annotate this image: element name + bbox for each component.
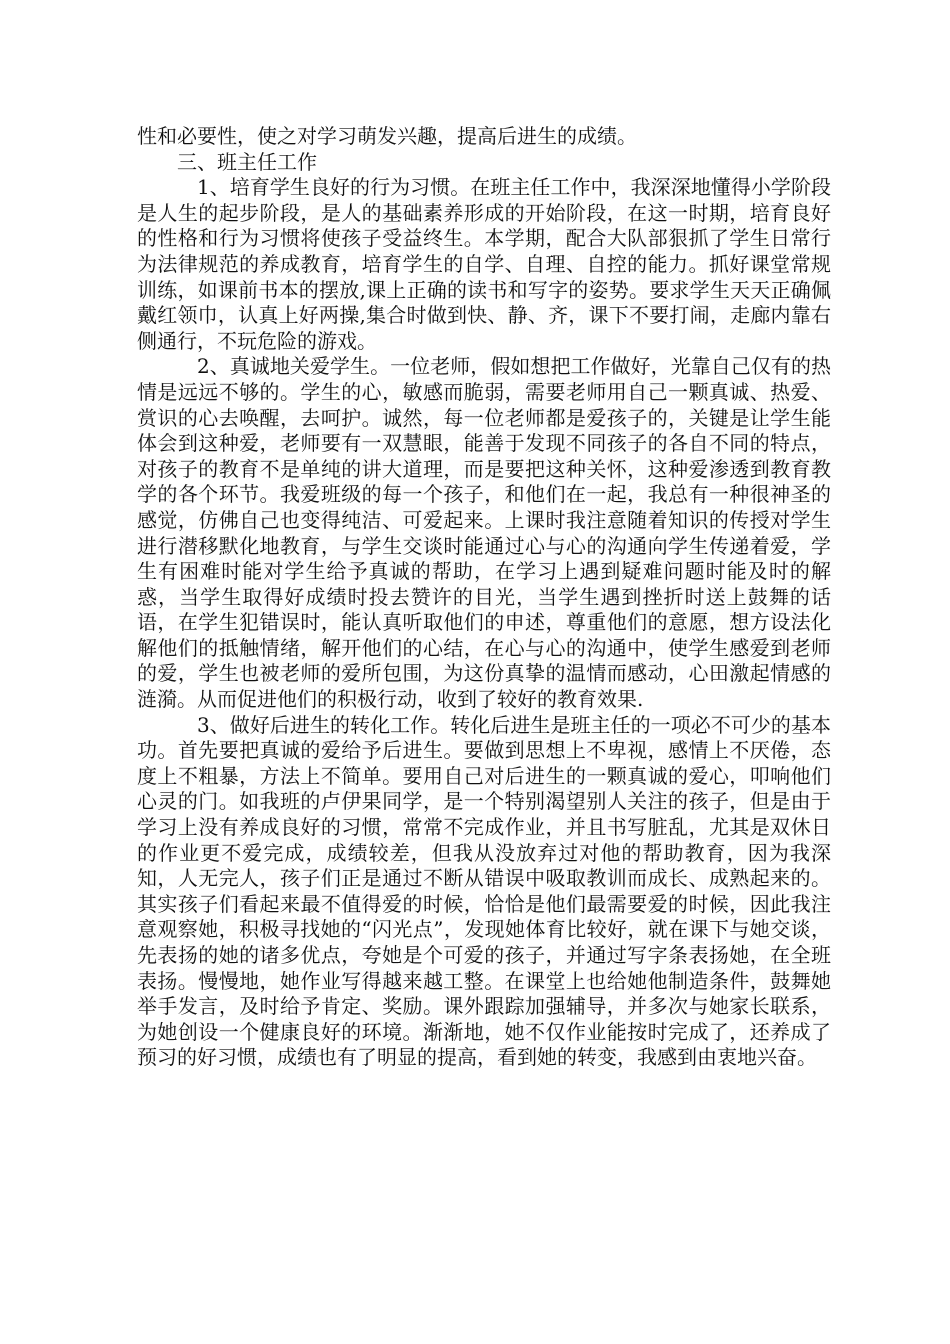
document-body	[137, 124, 831, 1071]
section-heading: 三、班主任工作	[177, 149, 317, 174]
paragraph-behavior-habits: 1、培育学生良好的行为习惯。在班主任工作中，我深深地懂得小学阶段是人生的起步阶段，是人的基础素养形成的开始阶段，在这一时期，培育良好的性格和行为习惯将使孩子受益终生。本学期，配合大队部狠抓了学生日常行为法律规范的养成教育，培育学生的自学、自理、自控的能力。抓好课堂常规训练，如课前书本的摆放,课上正确的读书和写字的姿势。要求学生天天正确佩戴红领巾，认真上好两操,集合时做到快、静、齐，课下不要打闹，走廊内靠右侧通行，不玩危险的游戏。	[137, 175, 831, 353]
paragraph-caring-students: 2、真诚地关爱学生。一位老师，假如想把工作做好，光靠自己仅有的热情是远远不够的。学生的心，敏感而脆弱，需要老师用自己一颗真诚、热爱、赏识的心去唤醒，去呵护。诚然，每一位老师都是爱孩子的，关键是让学生能体会到这种爱，老师要有一双慧眼，能善于发现不同孩子的各自不同的特点，对孩子的教育不是单纯的讲大道理，而是要把这种关怀，这种爱渗透到教育教学的各个环节。我爱班级的每一个孩子，和他们在一起，我总有一种很神圣的感觉，仿佛自己也变得纯洁、可爱起来。上课时我注意随着知识的传授对学生进行潜移默化地教育，与学生交谈时能通过心与心的沟通向学生传递着爱，学生有困难时能对学生给予真诚的帮助，在学习上遇到疑难问题时能及时的解惑，当学生取得好成绩时投去赞许的目光，当学生遇到挫折时送上鼓舞的话语，在学生犯错误时，能认真听取他们的申述，尊重他们的意愿，想方设法化解他们的抵触情绪，解开他们的心结，在心与心的沟通中，使学生感爱到老师的爱，学生也被老师的爱所包围，为这份真挚的温情而感动，心田激起情感的涟漪。从而促进他们的积极行动，收到了较好的教育效果.	[137, 354, 831, 712]
continuation-paragraph: 性和必要性，使之对学习萌发兴趣，提高后进生的成绩。	[137, 124, 637, 148]
paragraph-underachiever-transformation: 3、做好后进生的转化工作。转化后进生是班主任的一项必不可少的基本功。首先要把真诚的爱给予后进生。要做到思想上不卑视，感情上不厌倦，态度上不粗暴，方法上不简单。要用自己对后进生的一颗真诚的爱心，叩响他们心灵的门。如我班的卢伊果同学，是一个特别渴望别人关注的孩子，但是由于学习上没有养成良好的习惯，常常不完成作业，并且书写脏乱，尤其是双休日的作业更不爱完成，成绩较差，但我从没放弃过对他的帮助教育，因为我深知，人无完人，孩子们正是通过不断从错误中吸取教训而成长、成熟起来的。其实孩子们看起来最不值得爱的时候，恰恰是他们最需要爱的时候，因此我注意观察她，积极寻找她的“闪光点”，发现她体育比较好，就在课下与她交谈，先表扬的她的诸多优点，夸她是个可爱的孩子，并通过写字条表扬她，在全班表扬。慢慢地，她作业写得越来越工整。在课堂上也给她他制造条件，鼓舞她举手发言，及时给予肯定、奖励。课外跟踪加强辅导，并多次与她家长联系，为她创设一个健康良好的环境。渐渐地，她不仅作业能按时完成了，还养成了预习的好习惯，成绩也有了明显的提高，看到她的转变，我感到由衷地兴奋。	[137, 712, 831, 1070]
